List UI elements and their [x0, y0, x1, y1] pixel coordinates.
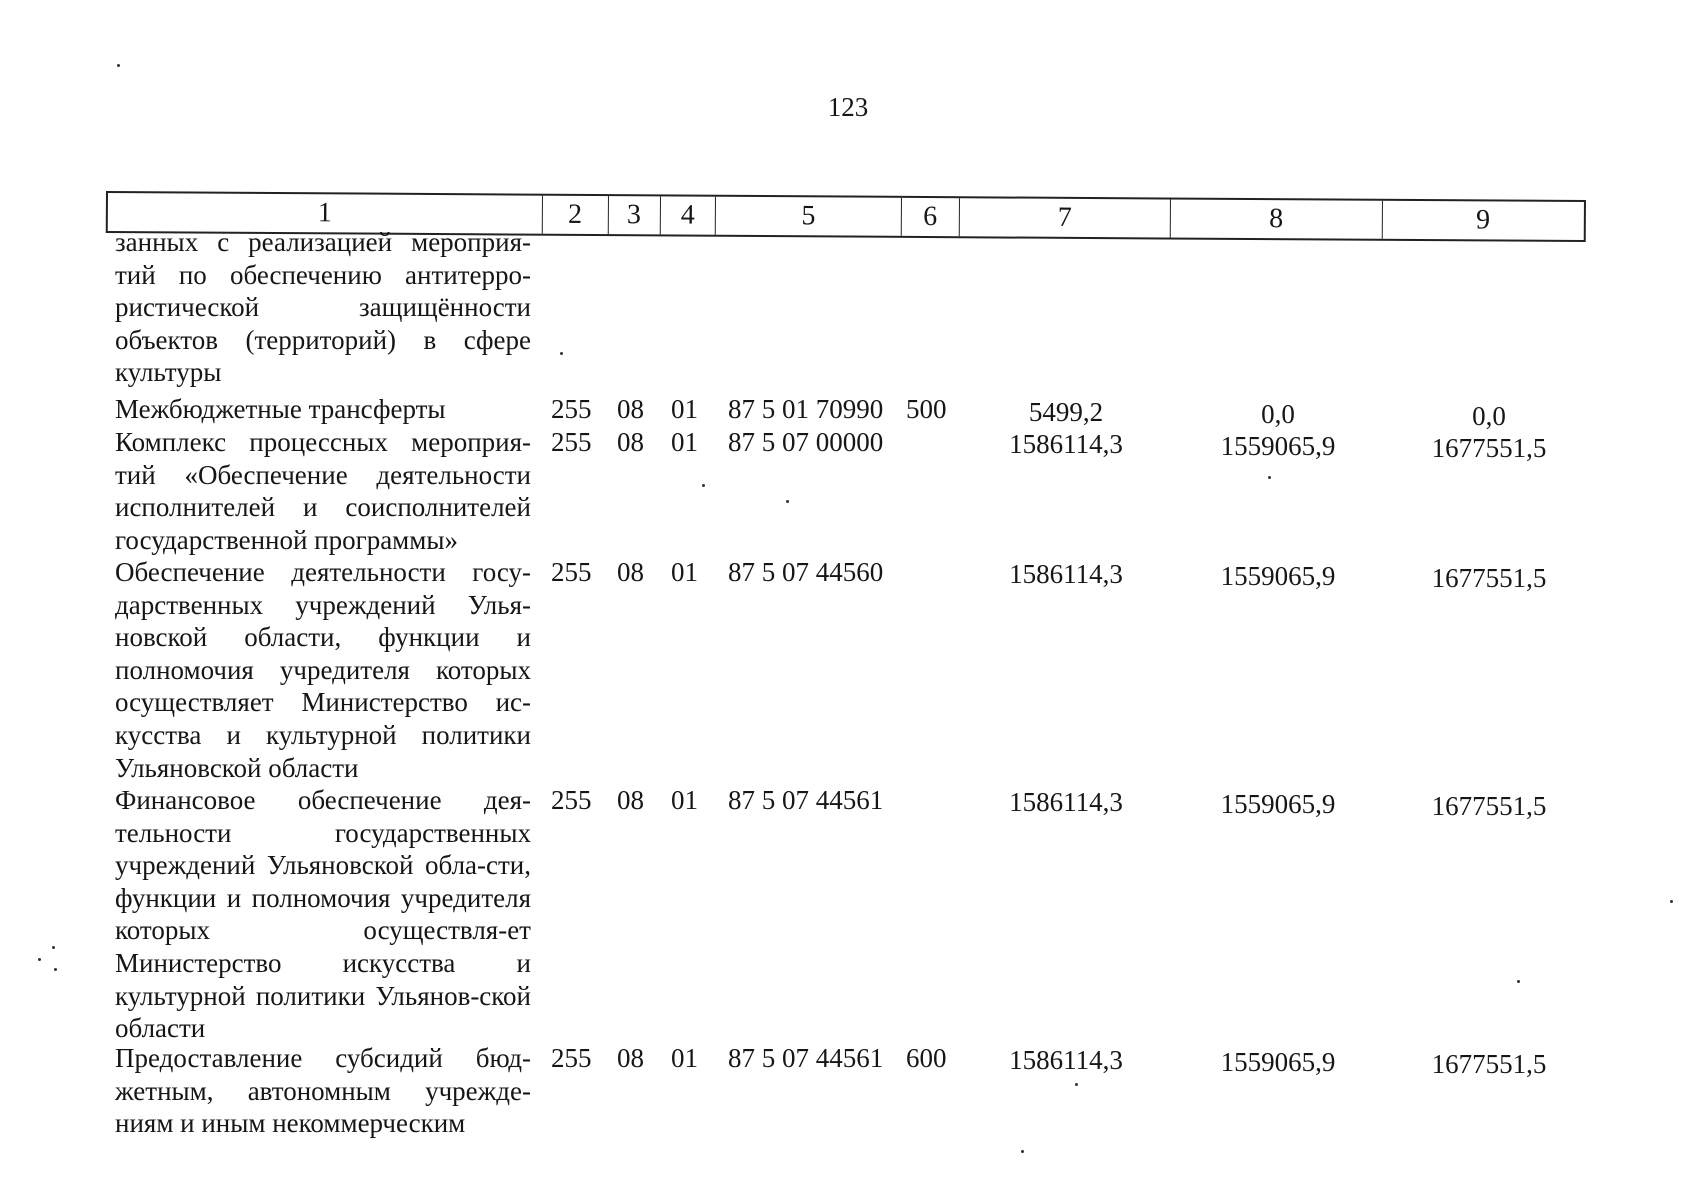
cell-target-article: 87 5 07 44561 [728, 1043, 884, 1073]
cell-code-admin: 255 [551, 557, 592, 587]
cell-amount-year3: 0,0 [1472, 401, 1506, 431]
scan-speck [1517, 980, 1520, 983]
cell-subsection: 01 [671, 394, 698, 424]
cell-code-admin: 255 [551, 394, 592, 424]
scan-speck [1670, 900, 1673, 903]
cell-amount-year2: 1559065,9 [1220, 431, 1336, 461]
cell-amount-year2: 1559065,9 [1220, 789, 1336, 819]
cell-code-admin: 255 [551, 427, 592, 457]
cell-section: 08 [617, 1043, 644, 1073]
column-header-7: 7 [959, 198, 1171, 237]
row-description: Предоставление субсидий бюд-жетным, автономным учрежде-ниям и иным некоммерческим [115, 1043, 531, 1139]
column-header-8: 8 [1171, 200, 1383, 239]
cell-amount-year1: 1586114,3 [1009, 787, 1123, 817]
cell-target-article: 87 5 07 44561 [728, 785, 884, 815]
column-header-9: 9 [1476, 204, 1491, 236]
cell-amount-year2: 0,0 [1261, 399, 1295, 429]
page-number: 123 [827, 92, 869, 122]
cell-expense-type: 500 [906, 394, 947, 424]
column-header-6: 6 [902, 198, 960, 236]
cell-amount-year1: 1586114,3 [1009, 559, 1123, 589]
scan-speck [1075, 1083, 1078, 1086]
scan-speck [117, 64, 120, 67]
cell-code-admin: 255 [551, 1043, 592, 1073]
cell-amount-year1: 1586114,3 [1009, 1045, 1123, 1075]
column-header-1: 1 [108, 193, 543, 234]
cell-amount-year1: 5499,2 [1028, 397, 1104, 427]
cell-target-article: 87 5 01 70990 [728, 394, 884, 424]
scan-speck [52, 946, 55, 949]
column-header-4: 4 [660, 196, 716, 234]
cell-amount-year3: 1677551,5 [1431, 433, 1547, 463]
scan-speck [54, 968, 57, 971]
cell-expense-type: 600 [906, 1043, 947, 1073]
scan-speck [560, 352, 563, 355]
cell-amount-year3: 1677551,5 [1431, 1049, 1547, 1079]
row-description: Межбюджетные трансферты [115, 394, 446, 424]
cell-section: 08 [617, 427, 644, 457]
cell-subsection: 01 [671, 785, 698, 815]
cell-amount-year1: 1586114,3 [1009, 429, 1123, 459]
column-header-3: 3 [608, 196, 660, 234]
row-description: Финансовое обеспечение дея-тельности государственных учреждений Ульяновской обла-сти, функции и полномочия учредителя которых осуществля-ет Министерство искусства и культурной политики Ульянов-ской области [115, 785, 531, 1044]
column-header-5: 5 [716, 197, 902, 236]
row-description: Комплекс процессных мероприя-тий «Обеспечение деятельности исполнителей и соисполнителей государственной программы» [115, 427, 531, 555]
cell-amount-year2: 1559065,9 [1220, 1047, 1336, 1077]
cell-code-admin: 255 [551, 785, 592, 815]
cell-amount-year3: 1677551,5 [1431, 791, 1547, 821]
cell-section: 08 [617, 785, 644, 815]
cell-amount-year3: 1677551,5 [1431, 563, 1547, 593]
cell-subsection: 01 [671, 557, 698, 587]
row-description: Обеспечение деятельности госу-дарственных учреждений Улья-новской области, функции и полномочия учредителя которых осуществляет Министерство ис-кусства и культурной политики Ульяновской области [115, 557, 531, 783]
scan-speck [786, 500, 789, 503]
scan-speck [702, 484, 705, 487]
row-description: занных с реализацией мероприя-тий по обеспечению антитерро-ристической защищённости объектов (территорий) в сфере культуры [115, 227, 531, 388]
cell-target-article: 87 5 07 44560 [728, 557, 884, 587]
cell-subsection: 01 [671, 1043, 698, 1073]
scan-speck [38, 958, 41, 961]
column-header-2: 2 [543, 196, 609, 234]
cell-section: 08 [617, 394, 644, 424]
cell-section: 08 [617, 557, 644, 587]
cell-subsection: 01 [671, 427, 698, 457]
scan-speck [1021, 1150, 1024, 1153]
cell-amount-year2: 1559065,9 [1220, 561, 1336, 591]
cell-target-article: 87 5 07 00000 [728, 427, 884, 457]
scan-speck [1268, 476, 1271, 479]
